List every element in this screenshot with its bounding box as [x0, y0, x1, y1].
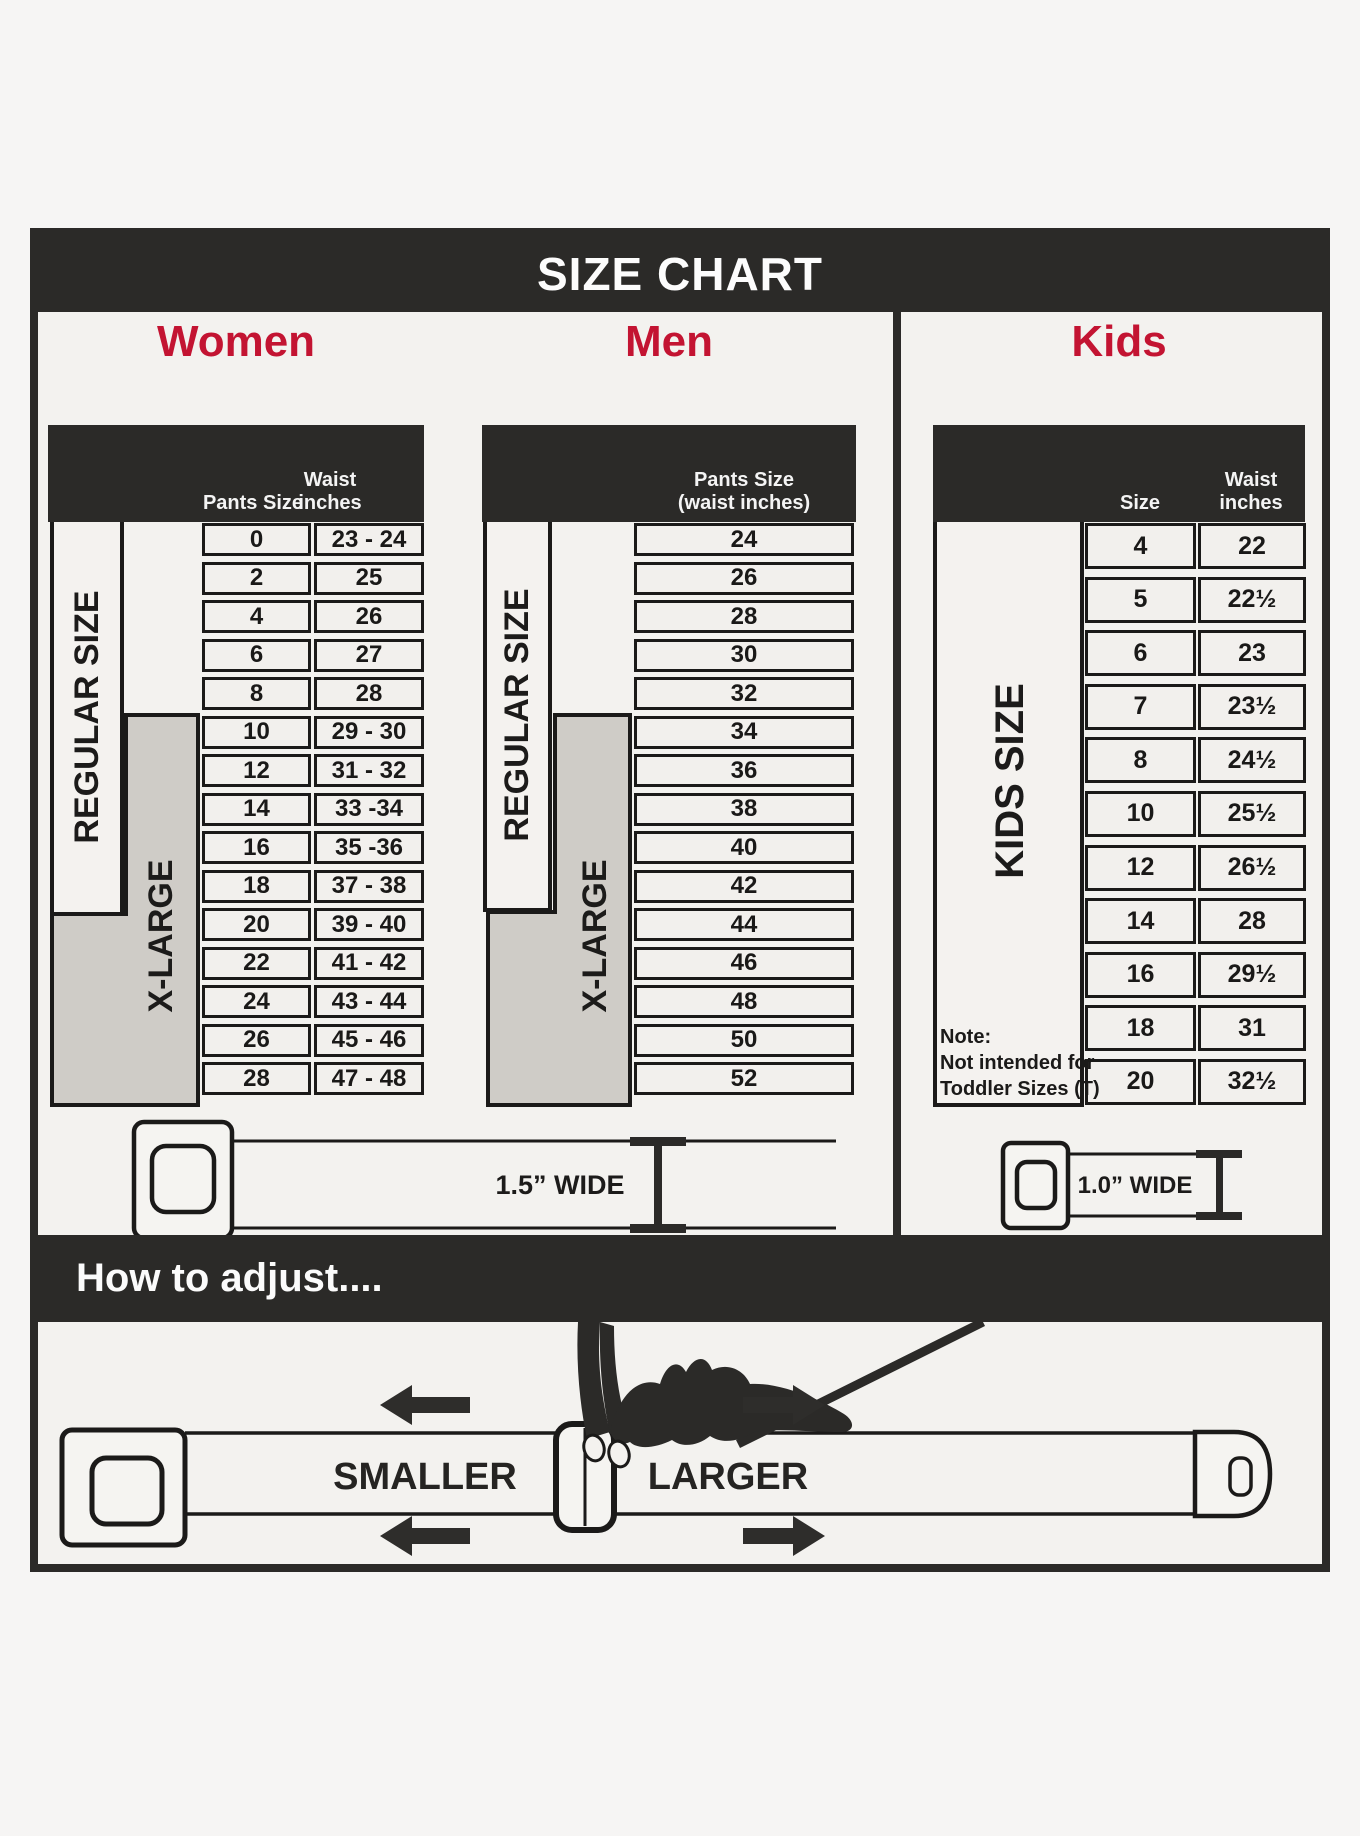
waist-inches-cell: 35 -36: [314, 831, 424, 864]
table-row: [202, 716, 424, 749]
kids-waist-header: Waist inches: [1219, 469, 1283, 514]
adjust-seatbelt-buckle-icon: [62, 1430, 185, 1545]
pants-size-cell: 50: [634, 1024, 854, 1057]
pants-size-cell: 46: [634, 947, 854, 980]
pants-size-cell: 16: [202, 831, 311, 864]
table-row: [634, 1062, 854, 1095]
men-regular-size-label: REGULAR SIZE: [498, 588, 536, 842]
pants-size-cell: 18: [202, 870, 311, 903]
men-table-rows: [634, 523, 854, 1101]
waist-inches-cell: 31: [1198, 1005, 1306, 1051]
pants-size-cell: 28: [634, 600, 854, 633]
pants-size-cell: 44: [634, 908, 854, 941]
pants-size-cell: 20: [202, 908, 311, 941]
waist-inches-cell: 39 - 40: [314, 908, 424, 941]
table-row: [634, 793, 854, 826]
women-pants-size-header: Pants Size: [202, 492, 304, 514]
pants-size-cell: 40: [634, 831, 854, 864]
table-row: [1085, 630, 1306, 676]
pants-size-cell: 14: [202, 793, 311, 826]
smaller-label: SMALLER: [333, 1456, 517, 1498]
table-row: [634, 562, 854, 595]
men-xlarge-label: X-LARGE: [576, 859, 614, 1013]
pants-size-cell: 10: [202, 716, 311, 749]
pants-size-cell: 24: [634, 523, 854, 556]
section-divider: [893, 312, 901, 1235]
kids-belt-width-label: 1.0” WIDE: [1077, 1172, 1193, 1199]
table-row: [202, 1062, 424, 1095]
waist-inches-cell: 24½: [1198, 737, 1306, 783]
women-waist-header: Waist inches: [298, 469, 362, 514]
table-row: [202, 754, 424, 787]
waist-inches-cell: 28: [1198, 898, 1306, 944]
kids-size-label: KIDS SIZE: [988, 683, 1032, 879]
size-cell: 18: [1085, 1005, 1196, 1051]
women-regular-size-label: REGULAR SIZE: [68, 590, 106, 844]
women-section-heading: Women: [156, 317, 316, 366]
pants-size-cell: 2: [202, 562, 311, 595]
waist-inches-cell: 27: [314, 639, 424, 672]
kids-table-rows: [1085, 523, 1306, 1113]
table-row: [634, 639, 854, 672]
waist-inches-cell: 45 - 46: [314, 1024, 424, 1057]
kids-table-header: [933, 425, 1305, 522]
table-row: [634, 523, 854, 556]
table-row: [1085, 577, 1306, 623]
hand-icon: [577, 1322, 852, 1447]
table-row: [1085, 1059, 1306, 1105]
page-title: SIZE CHART: [38, 236, 1322, 312]
table-row: [202, 870, 424, 903]
pants-size-cell: 8: [202, 677, 311, 710]
size-cell: 12: [1085, 845, 1196, 891]
table-row: [202, 639, 424, 672]
waist-inches-cell: 37 - 38: [314, 870, 424, 903]
men-section-heading: Men: [625, 317, 713, 366]
table-row: [634, 600, 854, 633]
kids-note: Note: Not intended for Toddler Sizes (T): [940, 1026, 1100, 1100]
table-row: [202, 947, 424, 980]
waist-inches-cell: 23 - 24: [314, 523, 424, 556]
pants-size-cell: 42: [634, 870, 854, 903]
table-row: [202, 985, 424, 1018]
pants-size-cell: 52: [634, 1062, 854, 1095]
pants-size-cell: 12: [202, 754, 311, 787]
table-row: [1085, 845, 1306, 891]
pants-size-cell: 0: [202, 523, 311, 556]
pants-size-cell: 48: [634, 985, 854, 1018]
table-row: [202, 562, 424, 595]
larger-label: LARGER: [647, 1456, 809, 1498]
waist-inches-cell: 43 - 44: [314, 985, 424, 1018]
table-row: [634, 677, 854, 710]
table-row: [202, 793, 424, 826]
waist-inches-cell: 47 - 48: [314, 1062, 424, 1095]
size-cell: 7: [1085, 684, 1196, 730]
waist-inches-cell: 33 -34: [314, 793, 424, 826]
table-row: [202, 831, 424, 864]
belt-tip-icon: [1195, 1432, 1270, 1516]
table-row: [1085, 737, 1306, 783]
waist-inches-cell: 26: [314, 600, 424, 633]
table-row: [1085, 898, 1306, 944]
size-cell: 8: [1085, 737, 1196, 783]
pants-size-cell: 34: [634, 716, 854, 749]
waist-inches-cell: 22½: [1198, 577, 1306, 623]
table-row: [202, 677, 424, 710]
kids-section-heading: Kids: [1071, 317, 1167, 366]
waist-inches-cell: 23½: [1198, 684, 1306, 730]
size-cell: 10: [1085, 791, 1196, 837]
kids-size-header: Size: [1119, 492, 1161, 514]
table-row: [202, 1024, 424, 1057]
table-row: [634, 947, 854, 980]
size-cell: 14: [1085, 898, 1196, 944]
women-table-rows: [202, 523, 424, 1101]
table-row: [1085, 952, 1306, 998]
waist-inches-cell: 26½: [1198, 845, 1306, 891]
size-cell: 16: [1085, 952, 1196, 998]
kids-belt-measure-icon: [1196, 1150, 1242, 1220]
table-row: [634, 831, 854, 864]
pants-size-cell: 30: [634, 639, 854, 672]
waist-inches-cell: 22: [1198, 523, 1306, 569]
waist-inches-cell: 41 - 42: [314, 947, 424, 980]
waist-inches-cell: 23: [1198, 630, 1306, 676]
arrow-right-icon: [743, 1516, 825, 1556]
women-table-header: [48, 425, 424, 522]
adult-seatbelt-buckle-icon: [134, 1122, 232, 1238]
table-row: [634, 716, 854, 749]
size-cell: 20: [1085, 1059, 1196, 1105]
waist-inches-cell: 29 - 30: [314, 716, 424, 749]
size-cell: 4: [1085, 523, 1196, 569]
table-row: [202, 908, 424, 941]
waist-inches-cell: 28: [314, 677, 424, 710]
table-row: [202, 523, 424, 556]
waist-inches-cell: 25½: [1198, 791, 1306, 837]
pants-size-cell: 26: [202, 1024, 311, 1057]
pants-size-cell: 38: [634, 793, 854, 826]
waist-inches-cell: 31 - 32: [314, 754, 424, 787]
kids-seatbelt-buckle-icon: [1003, 1143, 1068, 1228]
table-row: [1085, 791, 1306, 837]
waist-inches-cell: 25: [314, 562, 424, 595]
table-row: [1085, 1005, 1306, 1051]
how-to-adjust-heading: How to adjust....: [38, 1235, 1322, 1322]
table-row: [1085, 684, 1306, 730]
table-row: [634, 1024, 854, 1057]
pants-size-cell: 24: [202, 985, 311, 1018]
arrow-left-icon: [380, 1385, 470, 1425]
table-row: [634, 985, 854, 1018]
pants-size-cell: 32: [634, 677, 854, 710]
women-xlarge-label: X-LARGE: [142, 859, 180, 1013]
adult-belt-measure-icon: [630, 1137, 686, 1233]
men-pants-size-header: Pants Size (waist inches): [677, 469, 811, 514]
table-row: [634, 908, 854, 941]
table-row: [202, 600, 424, 633]
size-cell: 6: [1085, 630, 1196, 676]
table-row: [634, 870, 854, 903]
adult-belt-width-label: 1.5” WIDE: [495, 1170, 625, 1200]
pants-size-cell: 22: [202, 947, 311, 980]
pants-size-cell: 26: [634, 562, 854, 595]
men-table-header: [482, 425, 856, 522]
waist-inches-cell: 32½: [1198, 1059, 1306, 1105]
pants-size-cell: 6: [202, 639, 311, 672]
size-chart-frame: [30, 228, 1330, 1572]
arrow-left-icon: [380, 1516, 470, 1556]
pants-size-cell: 36: [634, 754, 854, 787]
pants-size-cell: 4: [202, 600, 311, 633]
size-cell: 5: [1085, 577, 1196, 623]
waist-inches-cell: 29½: [1198, 952, 1306, 998]
pants-size-cell: 28: [202, 1062, 311, 1095]
table-row: [1085, 523, 1306, 569]
table-row: [634, 754, 854, 787]
